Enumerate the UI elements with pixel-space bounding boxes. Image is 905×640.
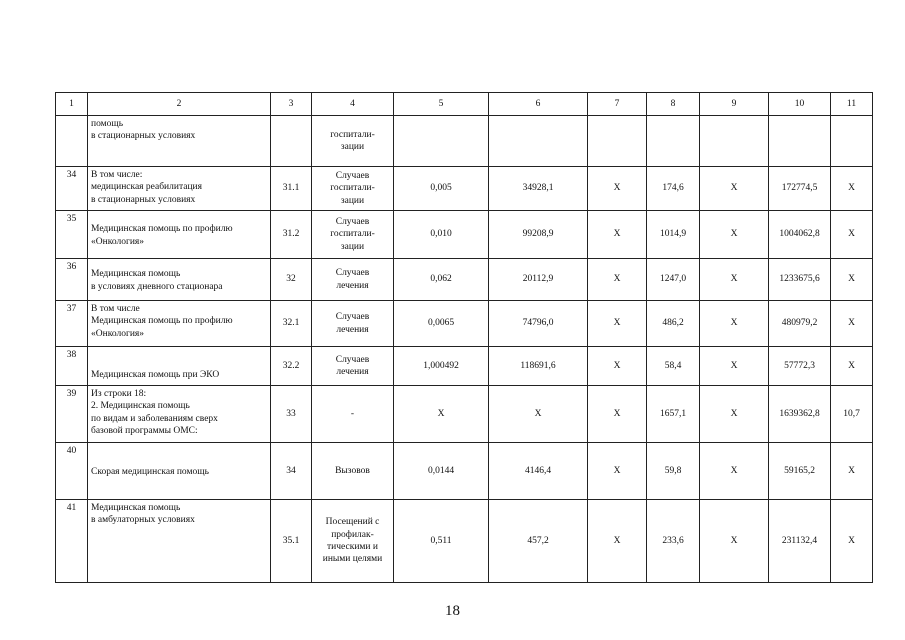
unit-line: госпитали- (330, 129, 375, 140)
row-number-cell: 38 (56, 347, 88, 386)
unit-line: лечения (336, 280, 369, 291)
value-cell: Х (700, 347, 769, 386)
value-cell: 57772,3 (769, 347, 831, 386)
description-cell (88, 500, 271, 583)
unit-cell (312, 167, 394, 211)
value-cell: Х (588, 211, 647, 259)
column-header: 10 (769, 93, 831, 116)
row-number-cell: 40 (56, 443, 88, 500)
unit-line: иными целями (322, 554, 383, 565)
column-header: 8 (647, 93, 700, 116)
value-cell (647, 116, 700, 167)
row-code-cell (271, 116, 312, 167)
value-cell: 457,2 (489, 500, 588, 583)
unit-line: госпитали- (330, 183, 375, 194)
table-row (56, 259, 873, 301)
value-cell: Х (700, 301, 769, 347)
description-line: «Онкология» (91, 328, 145, 339)
row-code-cell: 32.1 (271, 301, 312, 347)
description-line: «Онкология» (91, 236, 145, 247)
description-cell (88, 443, 271, 500)
description-line: в стационарных условиях (91, 194, 196, 205)
value-cell: 0,0065 (394, 301, 489, 347)
value-cell: Х (700, 386, 769, 443)
value-cell: 0,0144 (394, 443, 489, 500)
unit-line: тическими и (327, 542, 378, 552)
description-line: в амбулаторных условиях (91, 515, 195, 526)
description-cell (88, 211, 271, 259)
row-code-cell: 31.1 (271, 167, 312, 211)
value-cell: 1247,0 (647, 259, 700, 301)
value-cell: Х (831, 500, 873, 583)
description-line: Медицинская помощь при ЭКО (91, 369, 220, 380)
value-cell: 1004062,8 (769, 211, 831, 259)
value-cell: 0,062 (394, 259, 489, 301)
value-cell: 59,8 (647, 443, 700, 500)
value-cell: Х (588, 443, 647, 500)
description-line: Медицинская помощь по профилю (91, 224, 233, 235)
unit-cell (312, 211, 394, 259)
unit-line: Вызовов (335, 465, 370, 476)
unit-line: зации (340, 195, 365, 206)
description-cell (88, 259, 271, 301)
description-line: Медицинская помощь (91, 503, 181, 513)
table-row (56, 386, 873, 443)
value-cell: 480979,2 (769, 301, 831, 347)
value-cell: 20112,9 (489, 259, 588, 301)
value-cell: 172774,5 (769, 167, 831, 211)
row-number-cell (56, 116, 88, 167)
row-code-cell: 34 (271, 443, 312, 500)
value-cell (700, 116, 769, 167)
value-cell: 231132,4 (769, 500, 831, 583)
unit-cell (312, 386, 394, 443)
row-number-cell: 39 (56, 386, 88, 443)
value-cell: 118691,6 (489, 347, 588, 386)
unit-cell (312, 443, 394, 500)
row-code-cell: 35.1 (271, 500, 312, 583)
row-number-cell: 34 (56, 167, 88, 211)
description-cell (88, 167, 271, 211)
value-cell: Х (700, 443, 769, 500)
row-code-cell: 32.2 (271, 347, 312, 386)
description-line: Медицинская помощь по профилю (91, 316, 233, 327)
value-cell: 1014,9 (647, 211, 700, 259)
value-cell (769, 116, 831, 167)
value-cell: 486,2 (647, 301, 700, 347)
column-header-row (56, 93, 873, 116)
row-number-cell: 37 (56, 301, 88, 347)
value-cell: Х (831, 301, 873, 347)
value-cell: 34928,1 (489, 167, 588, 211)
description-line: помощь (91, 119, 124, 129)
unit-line: Случаев (335, 312, 370, 323)
value-cell: Х (588, 259, 647, 301)
value-cell: 233,6 (647, 500, 700, 583)
unit-line: лечения (336, 367, 369, 377)
description-line: по видам и заболеваниям сверх (91, 413, 218, 424)
description-line: Скорая медицинская помощь (91, 466, 209, 477)
row-number-cell: 41 (56, 500, 88, 583)
column-header: 4 (312, 93, 394, 116)
value-cell: Х (394, 386, 489, 443)
value-cell: 10,7 (831, 386, 873, 443)
data-table (55, 92, 873, 583)
unit-line: зации (340, 142, 365, 152)
value-cell: 0,005 (394, 167, 489, 211)
value-cell: Х (489, 386, 588, 443)
description-cell (88, 386, 271, 443)
table-row (56, 500, 873, 583)
value-cell: 1639362,8 (769, 386, 831, 443)
unit-cell (312, 500, 394, 583)
unit-line: профилак- (331, 529, 374, 540)
description-line: В том числе (91, 304, 140, 314)
value-cell: Х (588, 347, 647, 386)
unit-line: Случаев (335, 354, 370, 365)
value-cell: Х (831, 167, 873, 211)
description-line: медицинская реабилитация (91, 182, 202, 193)
row-code-cell: 33 (271, 386, 312, 443)
row-number-cell: 36 (56, 259, 88, 301)
value-cell (394, 116, 489, 167)
value-cell: Х (700, 500, 769, 583)
column-header: 11 (831, 93, 873, 116)
value-cell: 0,010 (394, 211, 489, 259)
unit-line: лечения (336, 324, 369, 335)
description-line: в условиях дневного стационара (91, 281, 223, 292)
unit-line: Случаев (335, 170, 370, 181)
value-cell: Х (700, 259, 769, 301)
value-cell: 59165,2 (769, 443, 831, 500)
description-line: В том числе: (91, 170, 143, 180)
value-cell: 74796,0 (489, 301, 588, 347)
table-row (56, 301, 873, 347)
value-cell: Х (588, 301, 647, 347)
value-cell: 58,4 (647, 347, 700, 386)
value-cell: Х (831, 347, 873, 386)
unit-line: Случаев (335, 216, 370, 227)
unit-cell (312, 116, 394, 167)
value-cell: Х (831, 259, 873, 301)
value-cell: 1657,1 (647, 386, 700, 443)
value-cell: Х (831, 443, 873, 500)
value-cell (831, 116, 873, 167)
value-cell: Х (831, 211, 873, 259)
table-row (56, 116, 873, 167)
description-cell (88, 347, 271, 386)
table-row (56, 347, 873, 386)
column-header: 1 (56, 93, 88, 116)
column-header: 2 (88, 93, 271, 116)
unit-line: Случаев (335, 268, 370, 279)
value-cell: 174,6 (647, 167, 700, 211)
value-cell: Х (588, 500, 647, 583)
value-cell: 1233675,6 (769, 259, 831, 301)
unit-cell (312, 259, 394, 301)
unit-cell (312, 347, 394, 386)
table-row (56, 443, 873, 500)
description-line: в стационарных условиях (91, 131, 196, 142)
value-cell: 0,511 (394, 500, 489, 583)
table-body (56, 93, 873, 583)
unit-line: госпитали- (330, 229, 375, 240)
value-cell: 1,000492 (394, 347, 489, 386)
value-cell: Х (588, 386, 647, 443)
row-code-cell: 31.2 (271, 211, 312, 259)
unit-line: Посещений с (325, 517, 380, 528)
row-number-cell: 35 (56, 211, 88, 259)
column-header: 3 (271, 93, 312, 116)
table-row (56, 211, 873, 259)
value-cell: Х (700, 167, 769, 211)
unit-line: - (350, 408, 355, 419)
value-cell: Х (588, 167, 647, 211)
value-cell: Х (700, 211, 769, 259)
description-line: Из строки 18: (91, 389, 147, 399)
value-cell: 4146,4 (489, 443, 588, 500)
unit-line: зации (340, 241, 365, 252)
page-number: 18 (445, 603, 460, 619)
value-cell: 99208,9 (489, 211, 588, 259)
column-header: 7 (588, 93, 647, 116)
column-header: 6 (489, 93, 588, 116)
description-cell (88, 116, 271, 167)
column-header: 9 (700, 93, 769, 116)
description-cell (88, 301, 271, 347)
column-header: 5 (394, 93, 489, 116)
row-code-cell: 32 (271, 259, 312, 301)
description-line: Медицинская помощь (91, 269, 181, 280)
value-cell (588, 116, 647, 167)
description-line: базовой программы ОМС: (91, 426, 198, 437)
value-cell (489, 116, 588, 167)
unit-cell (312, 301, 394, 347)
description-line: 2. Медицинская помощь (91, 401, 190, 412)
table-row (56, 167, 873, 211)
